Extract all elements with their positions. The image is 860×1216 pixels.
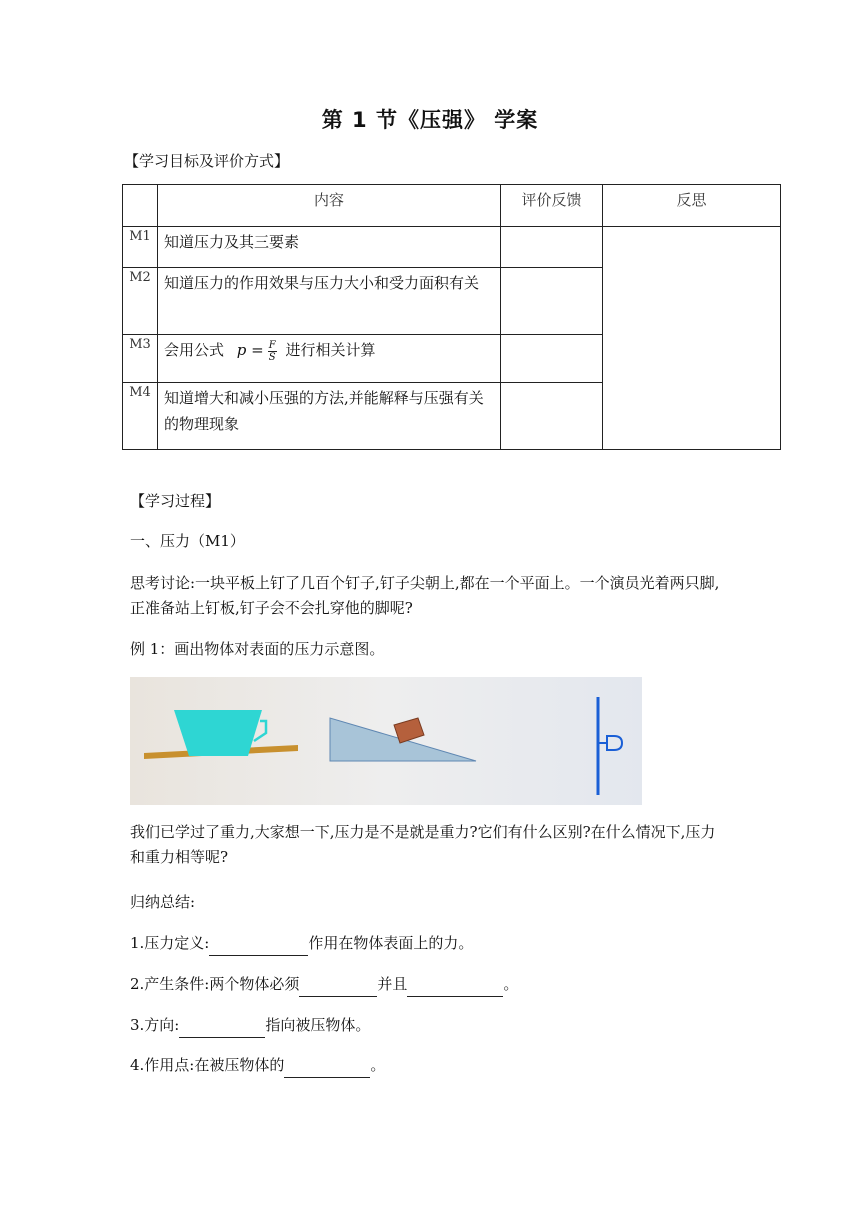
feedback-cell[interactable]: [501, 383, 603, 450]
cup: [174, 710, 262, 756]
objectives-heading: 【学习目标及评价方式】: [124, 152, 290, 170]
feedback-cell[interactable]: [501, 335, 603, 383]
page-title: 第 1 节《压强》 学案: [321, 108, 539, 132]
row-content: [158, 335, 501, 383]
item-text: 。: [503, 975, 519, 993]
formula-denominator: S: [268, 351, 276, 363]
summary-item: [130, 930, 473, 956]
answer-blank[interactable]: [179, 1019, 265, 1038]
answer-blank[interactable]: [407, 978, 503, 997]
item-text: 指向被压物体。: [265, 1016, 371, 1034]
row-code: M4: [123, 383, 158, 450]
header-content: 内容: [158, 185, 501, 227]
row-content: 知道压力的作用效果与压力大小和受力面积有关: [158, 268, 501, 335]
header-reflection: 反思: [603, 185, 781, 227]
item-text: 4.作用点:在被压物体的: [130, 1056, 285, 1074]
row-content-after: 进行相关计算: [285, 341, 376, 359]
summary-item: [130, 1052, 385, 1078]
answer-blank[interactable]: [209, 937, 308, 956]
formula-numerator: F: [268, 339, 276, 351]
item-text: 2.产生条件:两个物体必须: [130, 975, 300, 993]
answer-blank[interactable]: [284, 1059, 370, 1078]
item-text: 1.压力定义:: [130, 934, 210, 952]
example-prompt: 例 1：画出物体对表面的压力示意图。: [130, 640, 385, 658]
item-text: 作用在物体表面上的力。: [308, 934, 474, 952]
reflection-cell[interactable]: [603, 227, 781, 450]
discussion-text: 思考讨论:一块平板上钉了几百个钉子,钉子尖朝上,都在一个平面上。一个演员光着两只脚,正准备站上钉板,钉子会不会扎穿他的脚呢?: [130, 574, 720, 617]
header-feedback: 评价反馈: [501, 185, 603, 227]
row-content-before: 会用公式: [164, 341, 225, 359]
feedback-cell[interactable]: [501, 227, 603, 268]
objectives-table: [122, 184, 781, 450]
table-cell: [123, 185, 158, 227]
formula-lhs: p =: [236, 341, 264, 359]
force-diagram-image: [130, 677, 642, 805]
question-text: 我们已学过了重力,大家想一下,压力是不是就是重力?它们有什么区别?在什么情况下,压力和重力相等呢?: [130, 823, 716, 866]
summary-item: [130, 1012, 370, 1038]
section-heading: 一、压力（M1）: [130, 532, 245, 550]
summary-item: [130, 971, 518, 997]
answer-blank[interactable]: [299, 978, 377, 997]
row-code: M3: [123, 335, 158, 383]
item-text: 。: [370, 1056, 386, 1074]
row-content: 知道增大和减小压强的方法,并能解释与压强有关的物理现象: [158, 383, 501, 450]
table-row: [123, 227, 781, 268]
pressure-formula: [268, 340, 277, 363]
feedback-cell[interactable]: [501, 268, 603, 335]
row-code: M1: [123, 227, 158, 268]
row-content: 知道压力及其三要素: [158, 227, 501, 268]
table-header-row: [123, 185, 781, 227]
item-text: 3.方向:: [130, 1016, 180, 1034]
summary-heading: 归纳总结:: [130, 893, 196, 911]
process-heading: 【学习过程】: [130, 492, 221, 510]
item-text: 并且: [377, 975, 408, 993]
row-code: M2: [123, 268, 158, 335]
